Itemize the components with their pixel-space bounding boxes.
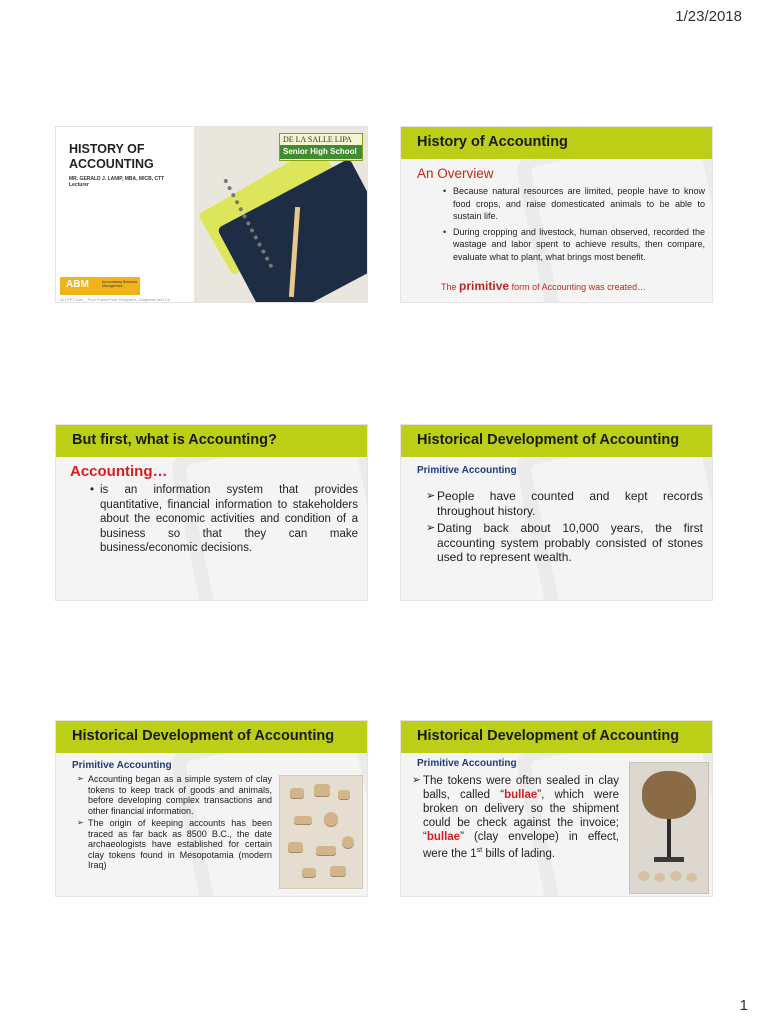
bullet-item: ➢ Dating back about 10,000 years, the first accounting system probably consisted of stones used to represent wealth. bbox=[437, 521, 703, 565]
author-block bbox=[69, 176, 164, 188]
note-suffix: form of Accounting was created… bbox=[511, 282, 647, 292]
slide-subtitle: Accounting… bbox=[70, 463, 168, 480]
slide-4-development bbox=[400, 424, 713, 601]
abm-label: ABM bbox=[66, 279, 89, 290]
slide-header bbox=[401, 425, 712, 457]
slide-title bbox=[69, 142, 154, 172]
bullet-item: • Because natural resources are limited, people have to know food crops, and raise domesticated animals to be able to sustain life. bbox=[453, 185, 705, 223]
notebook-photo bbox=[194, 127, 368, 303]
clay-token bbox=[302, 868, 316, 877]
definition-text bbox=[88, 483, 358, 559]
clay-token bbox=[324, 812, 338, 826]
slide-header bbox=[401, 127, 712, 159]
slide-header bbox=[401, 721, 712, 753]
slide-subtitle: An Overview bbox=[417, 166, 494, 181]
clay-token bbox=[338, 790, 350, 799]
slide-subtitle: Primitive Accounting bbox=[417, 465, 517, 476]
slide-2-history bbox=[400, 126, 713, 303]
clay-ball bbox=[642, 771, 696, 819]
slide-1-title bbox=[55, 126, 368, 303]
slide-3-definition bbox=[55, 424, 368, 601]
clay-token bbox=[316, 846, 336, 855]
template-credit: ALLPPT.com _ Free PowerPoint Templates, Diagrams and Ch bbox=[60, 297, 170, 302]
text-part: The tokens were often sealed in clay balls, called “ bbox=[423, 775, 619, 801]
clay-token bbox=[342, 836, 354, 848]
bulla-photo bbox=[629, 762, 709, 894]
clay-token bbox=[654, 873, 665, 882]
bullet-item: • During cropping and livestock, human observed, recorded the wastage and labor spent to achieve results, then compare, evaluate what to plant, what brings most benefit. bbox=[453, 226, 705, 264]
clay-token bbox=[330, 866, 346, 876]
bullae-text bbox=[412, 774, 619, 861]
superscript: st bbox=[476, 847, 483, 854]
slide-heading: But first, what is Accounting? bbox=[72, 432, 277, 448]
display-stand bbox=[667, 819, 671, 859]
slide-5-clay-tokens bbox=[55, 720, 368, 897]
clay-token bbox=[288, 842, 303, 852]
bullet-list bbox=[441, 185, 705, 266]
logo-line-1: DE LA SALLE LIPA bbox=[280, 134, 362, 145]
text-part: ”, which were broken on delivery so the shipment could be check against the invoice; “ bbox=[423, 789, 619, 843]
primitive-note bbox=[441, 279, 646, 293]
author-name: MR. GERALD J. LANIP, MBA, MICB, CTT bbox=[69, 176, 165, 182]
slide-heading: Historical Development of Accounting bbox=[417, 432, 680, 448]
term-bullae: bullae bbox=[426, 831, 461, 843]
slide-header bbox=[56, 721, 367, 753]
author-role: Lecturer bbox=[69, 182, 90, 188]
text-part: bills of lading. bbox=[482, 847, 556, 860]
clay-tokens-photo bbox=[279, 775, 363, 889]
text-part: ” (clay envelope) in effect, were the 1 bbox=[423, 831, 619, 860]
abm-logo bbox=[60, 277, 140, 295]
slide-subtitle: Primitive Accounting bbox=[72, 760, 172, 771]
bullet-item: ➢ The origin of keeping accounts has been traced as far back as 8500 B.C., the date archaeologists have established for certain clay tokens found in Mesopotamia (modern Iraq) bbox=[88, 818, 272, 871]
bullet-item: ➢ People have counted and kept records throughout history. bbox=[437, 489, 703, 518]
stand-base bbox=[654, 857, 684, 862]
clay-token bbox=[638, 871, 650, 881]
slide-heading: Historical Development of Accounting bbox=[417, 728, 680, 744]
slide-header bbox=[56, 425, 367, 457]
page-number: 1 bbox=[739, 997, 748, 1014]
note-emphasis: primitive bbox=[459, 279, 510, 293]
term-bullae: bullae bbox=[504, 789, 538, 801]
clay-token bbox=[670, 871, 682, 881]
slide-subtitle: Primitive Accounting bbox=[417, 758, 517, 769]
definition-item: • is an information system that provides quantitative, financial information to stakeholders about the economic activities and condition of a business so that they can make business/economic decisions. bbox=[100, 483, 358, 556]
abm-sub: Accountancy Business Management bbox=[102, 280, 138, 288]
clay-token bbox=[686, 873, 697, 882]
slide-heading: Historical Development of Accounting bbox=[72, 728, 335, 744]
slide-6-bullae bbox=[400, 720, 713, 897]
arrow-bullet-icon: ➢ bbox=[412, 775, 421, 786]
bullet-list bbox=[78, 774, 272, 872]
slide-heading: History of Accounting bbox=[417, 134, 568, 150]
title-line-1: HISTORY OF bbox=[69, 142, 145, 156]
clay-token bbox=[314, 784, 330, 796]
title-line-2: ACCOUNTING bbox=[69, 157, 154, 171]
bullet-item: ➢ Accounting began as a simple system of clay tokens to keep track of goods and animals, before developing complex transactions and other financial information. bbox=[88, 774, 272, 816]
clay-token bbox=[290, 788, 304, 798]
bullet-list bbox=[427, 489, 703, 566]
school-logo bbox=[279, 133, 363, 161]
clay-token bbox=[294, 816, 312, 824]
logo-line-2: Senior High School bbox=[280, 145, 362, 159]
print-date: 1/23/2018 bbox=[675, 8, 742, 25]
note-prefix: The bbox=[441, 282, 457, 292]
